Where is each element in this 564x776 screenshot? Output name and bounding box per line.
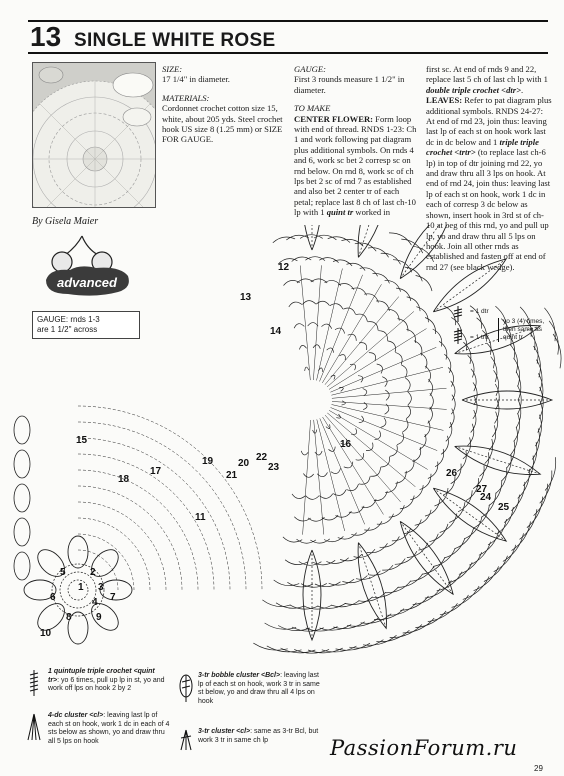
lace-arc [78, 406, 262, 590]
chain-loop [389, 505, 405, 517]
legend-4dc-cluster [30, 712, 170, 746]
chain-loop [382, 559, 405, 571]
chain-loop [471, 369, 476, 391]
chain-loop [283, 537, 302, 542]
chain-loop [350, 364, 356, 370]
chain-loop [301, 451, 308, 455]
stitch-spoke [320, 418, 365, 524]
round-label: 23 [268, 462, 280, 473]
legend-quint-tr [30, 668, 166, 694]
chain-loop [520, 509, 537, 539]
chain-loop [403, 618, 435, 633]
four-dc-cluster-icon [26, 712, 42, 742]
legend-bobble-cluster [180, 672, 320, 706]
chain-loop [448, 562, 472, 583]
chain-loop [454, 528, 473, 549]
flower-petal [100, 580, 132, 600]
chain-loop [381, 253, 401, 264]
chain-loop [512, 521, 531, 550]
round-number-labels [40, 262, 510, 639]
stitch-spoke [317, 269, 343, 381]
chain-loop [416, 307, 428, 323]
quint-note: yo 3 (4) times, then same as quint tr [498, 318, 557, 342]
round-label: 7 [110, 592, 116, 603]
chain-loop [433, 548, 455, 567]
crochet-chart [0, 225, 564, 665]
round-label: 5 [60, 567, 66, 578]
chain-loop [416, 276, 432, 292]
chain-loop [410, 566, 434, 581]
quint-tr-term: quint tr [326, 207, 354, 218]
chain-loop [494, 545, 516, 572]
three-tr-cluster-icon [178, 728, 194, 752]
chain-loop [387, 603, 416, 616]
chain-loop [397, 432, 404, 444]
round-label: 10 [40, 628, 52, 639]
stitch-spoke [323, 417, 384, 515]
chain-loop [398, 574, 423, 588]
chain-loop [316, 301, 329, 305]
stitch-spoke [314, 420, 324, 535]
chain-loop [429, 524, 448, 542]
round-label: 26 [446, 468, 458, 479]
chain-loop [331, 468, 341, 473]
rounds-text: first sc. At end of rnds 9 and 22, replace last 5 ch of last ch lp with 1 [426, 64, 548, 85]
dtr-trtr-symbol-icon [448, 304, 468, 346]
round-label: 1 [78, 582, 84, 593]
lace-arc [78, 422, 246, 590]
stitch-spoke [329, 329, 427, 390]
doily-photo [32, 62, 156, 208]
stitch-spoke [332, 401, 447, 409]
round-label: 15 [76, 435, 88, 446]
chain-loop [385, 280, 401, 291]
chain-loop [491, 357, 497, 382]
round-label: 16 [340, 439, 352, 450]
chain-loop [348, 334, 357, 340]
page-number: 29 [534, 764, 543, 773]
chain-loop [326, 558, 348, 564]
quint-tr-symbol-icon [28, 668, 40, 698]
stitch-spoke [331, 367, 443, 395]
round-label: 18 [118, 474, 130, 485]
chain-loop [327, 348, 334, 353]
pattern-title: SINGLE WHITE ROSE [74, 30, 276, 51]
materials-text: Cordonnet crochet cotton size 15, white, about 205 yds. Steel crochet hook US size 8 (1.25 mm) or SIZE FOR GAUGE. [162, 103, 283, 145]
quint-tr-text: : yo 6 times, pull up lp in st, yo and work off lps on hook 2 by 2 [48, 676, 165, 693]
center-flower-paragraph [294, 114, 420, 218]
chain-loop [299, 562, 322, 566]
chain-loop [439, 341, 447, 359]
dtr-key: = 1 dtr [470, 308, 489, 315]
materials-heading: MATERIALS: [162, 92, 210, 103]
size-heading: SIZE: [162, 64, 183, 74]
chain-loop [369, 353, 376, 361]
stitch-spoke [330, 347, 436, 392]
chain-loop [274, 580, 300, 586]
lace-arc [78, 454, 214, 590]
stitch-spoke [317, 419, 345, 531]
chain-loop [377, 514, 394, 524]
chain-loop [356, 314, 367, 322]
chain-loop [446, 422, 452, 441]
badge-label: advanced [57, 275, 117, 290]
watermark: PassionForum.ru [330, 736, 518, 760]
round-label: 24 [480, 492, 492, 503]
chain-loop [390, 625, 422, 638]
chain-loop [320, 494, 333, 499]
chain-loop [395, 551, 417, 564]
chain-loop [419, 534, 439, 550]
edge-leaf [14, 450, 30, 478]
chain-loop [385, 390, 389, 400]
chain-loop [444, 538, 465, 558]
chain-loop [405, 378, 410, 391]
chain-loop [420, 474, 431, 490]
edge-leaf [14, 484, 30, 512]
chain-loop [339, 355, 345, 360]
chain-loop [396, 288, 411, 301]
chain-loop [333, 622, 364, 629]
chain-loop [395, 352, 402, 364]
chain-loop [265, 623, 297, 629]
chain-loop [410, 485, 423, 500]
edge-leaf [14, 416, 30, 444]
round-label: 14 [270, 326, 282, 337]
chain-loop [516, 399, 521, 428]
chain-loop [488, 519, 507, 545]
chain-loop [343, 308, 355, 315]
chain-loop [449, 409, 454, 428]
chain-loop [381, 418, 386, 428]
chain-loop [469, 542, 490, 566]
chain-loop [359, 343, 367, 350]
lace-arc [78, 470, 198, 590]
stitch-spoke [322, 284, 381, 383]
chain-loop [322, 324, 332, 329]
chain-loop [425, 318, 435, 335]
chain-loop [292, 494, 305, 499]
rounds-end: . [521, 84, 524, 95]
chain-loop [440, 513, 457, 532]
chain-loop [413, 589, 441, 605]
round-label: 8 [66, 612, 72, 623]
bobble-cluster-icon [178, 672, 194, 706]
chain-loop [317, 603, 346, 608]
chain-loop [373, 274, 390, 284]
round-label: 21 [226, 470, 238, 481]
chain-loop [287, 582, 313, 587]
chain-loop [369, 565, 393, 575]
chain-loop [380, 536, 400, 547]
chain-loop [292, 257, 312, 261]
chain-loop [415, 611, 446, 628]
chain-loop [372, 587, 399, 598]
round-label: 6 [50, 592, 56, 603]
chain-loop [331, 375, 335, 379]
chain-loop [451, 381, 455, 401]
edge-leaf [14, 552, 30, 580]
round-label: 9 [96, 612, 102, 623]
chain-loop [356, 453, 364, 460]
chain-loop [415, 510, 431, 526]
leaves-text: Refer to pat diagram plus additional symbols. RNDS 24-27: At end of rnd 23, join thus: leaving last lp of each st on hook work last dc in dc below and 1 [426, 95, 552, 147]
chain-loop [340, 554, 362, 561]
chain-loop [306, 496, 319, 500]
chain-loop [267, 646, 302, 652]
chain-loop [315, 451, 322, 455]
stitch-spoke [332, 405, 444, 431]
header-rule-bottom [28, 52, 548, 54]
chain-loop [389, 233, 412, 245]
chain-loop [401, 239, 423, 253]
chain-loop [313, 345, 320, 349]
round-label: 4 [92, 597, 98, 608]
chain-loop [503, 533, 524, 561]
chain-loop [422, 557, 445, 574]
designer-byline: By Gisela Maier [32, 216, 99, 227]
quint-tr-title: 1 quintuple triple crochet <quint tr> [48, 668, 155, 684]
chain-loop [351, 528, 369, 536]
round-label: 17 [150, 466, 162, 477]
chain-loop [333, 260, 352, 266]
chain-loop [425, 499, 440, 516]
chain-loop [285, 560, 308, 565]
chain-loop [474, 566, 499, 590]
chain-loop [441, 436, 448, 455]
three-tr-title: 3-tr cluster <cl> [198, 728, 251, 735]
chain-loop [400, 596, 428, 610]
bobble-title: 3-tr bobble cluster <Bcl> [198, 672, 281, 679]
chain-loop [338, 533, 357, 539]
chain-loop [347, 263, 366, 270]
stitch-key [448, 302, 552, 352]
chain-loop [452, 586, 480, 607]
chain-loop [310, 539, 330, 543]
chain-loop [376, 630, 409, 642]
chain-loop [322, 646, 357, 652]
chain-loop [406, 405, 410, 418]
chain-loop [527, 497, 543, 528]
pattern-number: 13 [30, 21, 62, 52]
gauge-heading: GAUGE: [294, 64, 326, 74]
round-label: 20 [238, 458, 250, 469]
chain-loop [385, 581, 411, 593]
trtr-key: = 1 trtr [470, 334, 489, 341]
leaves-label: LEAVES: [426, 95, 463, 106]
gauge-box-line2: are 1 1/2" across [37, 325, 98, 334]
round-label: 19 [202, 456, 214, 467]
to-make-heading: TO MAKE [294, 103, 331, 114]
chain-loop [367, 543, 388, 552]
chain-loop [315, 582, 341, 587]
legend-3tr-cluster [180, 728, 330, 745]
chain-loop [407, 297, 420, 311]
chain-loop [444, 354, 451, 373]
trtr-term: triple triple crochet <trtr> [426, 136, 539, 158]
header-rule-top [28, 20, 548, 22]
chain-loop [392, 528, 411, 541]
chain-loop [492, 412, 498, 437]
chain-loop [344, 462, 353, 468]
flower-petal [68, 536, 88, 568]
chain-loop [294, 517, 310, 521]
chain-loop [300, 235, 323, 239]
four-dc-text: : leaving last lp of each st on hook, work 1 dc in each of 4 sts below as shown, yo and draw thru all 5 lps on hook [48, 712, 170, 745]
chain-loop [484, 556, 508, 582]
leaf-vein [433, 488, 506, 541]
chain-loop [368, 248, 389, 258]
column-materials [162, 64, 284, 145]
chain-loop [511, 482, 525, 511]
column-instructions [294, 64, 420, 218]
round-label: 3 [98, 582, 104, 593]
three-tr-text: : same as 3-tr Bcl, but work 3 tr in same ch lp [198, 728, 319, 744]
chain-loop [342, 401, 346, 405]
chain-loop [381, 457, 390, 467]
round-label: 2 [90, 567, 96, 578]
round-label: 22 [256, 452, 268, 463]
bobble-text: : leaving last lp of each st on hook, work 3 tr in same st below, yo and draw thru all 4 lps on hook [198, 672, 320, 705]
chain-loop [303, 474, 313, 478]
chain-loop [428, 603, 458, 621]
rounds-paragraph [426, 64, 552, 95]
chain-loop [516, 372, 521, 401]
round-label: 11 [195, 512, 206, 523]
lace-arc [78, 518, 150, 590]
round-label: 12 [278, 262, 290, 273]
round-label: 13 [240, 292, 252, 303]
chain-loop [347, 618, 378, 626]
chain-loop [273, 237, 295, 243]
chain-loop [308, 323, 318, 327]
chain-loop [363, 389, 367, 396]
round-label: 25 [498, 502, 510, 513]
gauge-box-line1: GAUGE: rnds 1-3 [37, 315, 100, 324]
chain-loop [495, 398, 500, 424]
chain-loop [532, 428, 539, 459]
edge-leaf [14, 518, 30, 546]
chain-loop [540, 471, 552, 504]
chain-loop [518, 469, 530, 499]
gauge-text: First 3 rounds measure 1 1/2" in diameter. [294, 74, 405, 95]
chain-loop [534, 484, 548, 516]
leaves-text-2: (to replace last ch-6 lp) in top of dtr joining rnd 22, yo and draw thru all 3 lps on hook. At end of rnd 24, join thus: leaving last lp of each st on hook, work 1 dc in each of corresp 3 dc below as shown, insert hook in 3rd st of ch-10 at beg of this rnd, yo and pull up lp, yo and draw thru all 5 lps on hook. Join all other rnds as established and fasten off at end of rnd 27 (see black wedge). [426, 147, 551, 272]
chain-loop [435, 449, 444, 467]
four-dc-title: 4-dc cluster <cl> [48, 712, 104, 719]
chain-loop [440, 595, 469, 615]
chain-loop [463, 577, 489, 600]
chain-loop [400, 496, 414, 509]
chain-loop [302, 301, 315, 305]
chain-loop [489, 425, 496, 450]
round-label: 27 [476, 484, 488, 495]
center-flower-label: CENTER FLOWER: [294, 113, 374, 124]
size-text: 17 1/4" in diameter. [162, 74, 230, 85]
chain-loop [408, 392, 412, 405]
center-flower-end: worked in [353, 207, 390, 218]
chain-loop [330, 304, 343, 309]
chain-loop [459, 552, 482, 574]
chain-loop [401, 365, 407, 378]
center-flower-text: Form loop with end of thread. RNDS 1-23: Ch 1 and work following pat diagram plus additional symbols. On rnds 4 and 6, work sc bet 2 corresp sc on rnd below. On rnd 8, work sc of ch lps bet 2 sc of rnd 7 as established and also bet 2 center tr of each petal; replace last 8 ch of last ch-10 lp with 1 [294, 113, 417, 218]
chain-loop [366, 443, 373, 451]
chain-loop [468, 355, 474, 377]
chain-loop [299, 345, 306, 349]
chain-loop [428, 462, 438, 479]
chain-loop [329, 579, 354, 585]
chain-loop [294, 324, 304, 329]
stitch-spoke [327, 311, 414, 387]
chain-loop [404, 520, 422, 534]
dtr-term: double triple crochet <dtr> [426, 84, 522, 95]
chart-stitch-art [14, 225, 561, 653]
leaf-motif [358, 225, 386, 257]
stitch-spoke [300, 266, 310, 381]
chain-loop [289, 302, 302, 307]
chain-loop [433, 329, 442, 347]
chain-loop [479, 531, 499, 556]
chain-loop [364, 521, 382, 530]
chain-loop [305, 367, 309, 371]
